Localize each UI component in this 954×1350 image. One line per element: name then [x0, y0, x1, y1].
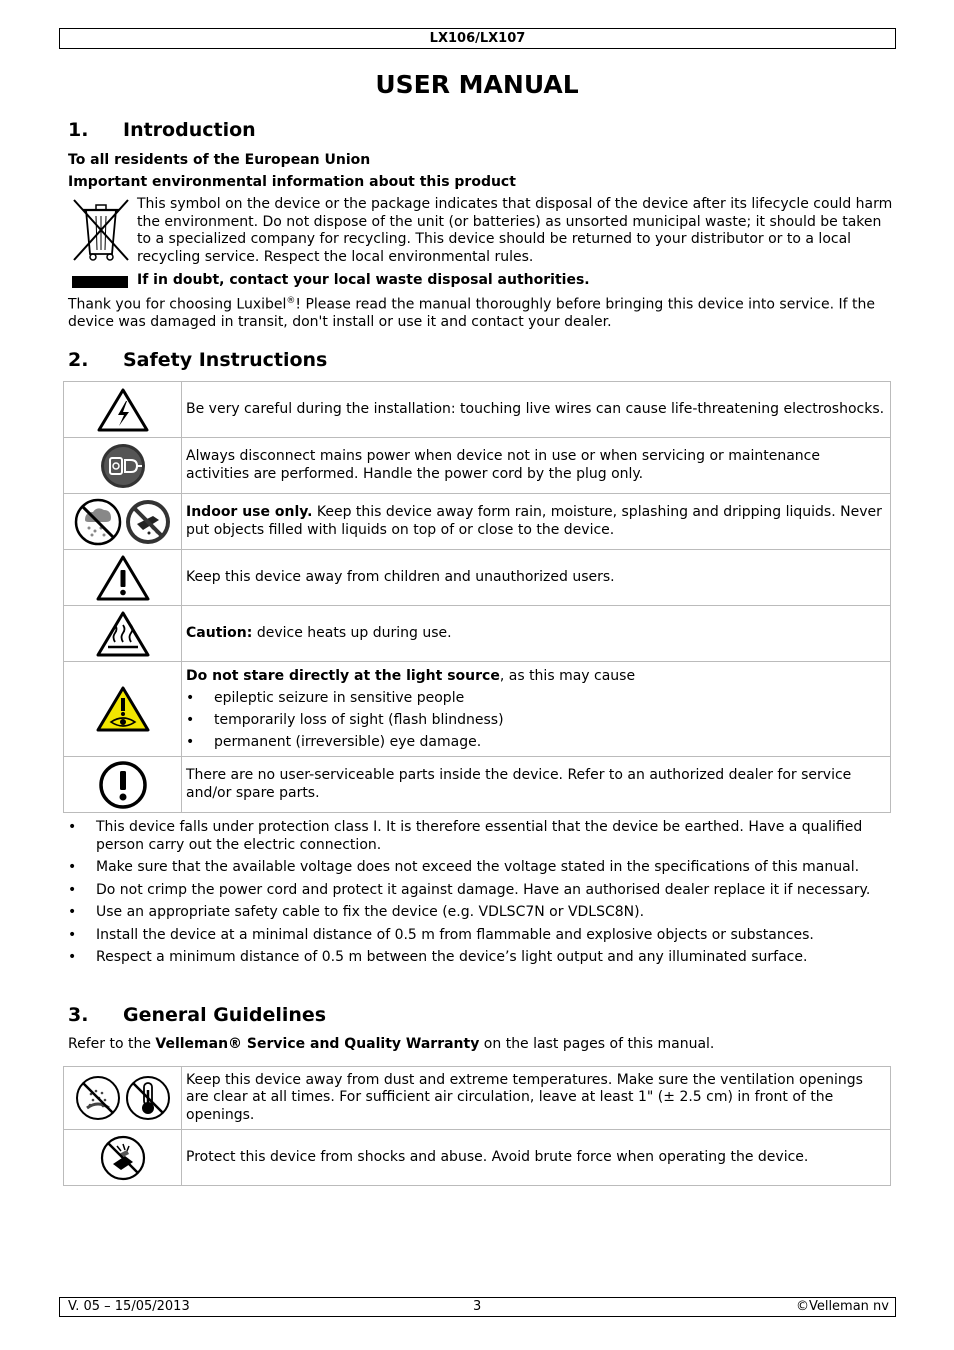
text-cell: Keep this device away from children and unauthorized users.: [182, 550, 891, 606]
waste-authorities-line: If in doubt, contact your local waste disposal authorities.: [137, 272, 590, 288]
icon-cell: [64, 382, 182, 438]
icon-cell: [64, 1130, 182, 1186]
list-item: • temporarily loss of sight (flash blindness): [186, 709, 886, 731]
section-number: 1.: [68, 119, 89, 141]
light-source-warning-icon: [95, 701, 151, 717]
section-title: Introduction: [123, 119, 256, 141]
safety-bullet-list: [68, 819, 893, 972]
text-cell: Protect this device from shocks and abuse. Avoid brute force when operating the device.: [182, 1130, 891, 1186]
warranty-reference-line: Refer to the Velleman® Service and Quality Warranty on the last pages of this manual.: [68, 1036, 715, 1052]
text-cell: Indoor use only. Keep this device away form rain, moisture, splashing and dripping liquids. Never put objects filled with liquids on top of or close to the device.: [182, 494, 891, 550]
document-title: USER MANUAL: [375, 70, 579, 99]
table-row: [64, 1067, 891, 1130]
table-row: [64, 662, 891, 757]
text-cell: Keep this device away from dust and extreme temperatures. Make sure the ventilation openings are clear at all times. For sufficient air circulation, leave at least 1" (± 2.5 cm) in front of the openings.: [182, 1067, 891, 1130]
version-date: V. 05 – 15/05/2013: [68, 1299, 190, 1314]
icon-cell: [64, 662, 182, 757]
section-title: Safety Instructions: [123, 349, 328, 371]
copyright: ©Velleman nv: [795, 1299, 889, 1314]
icon-cell: [64, 1067, 182, 1130]
weee-black-bar: [72, 276, 128, 288]
hot-surface-warning-icon: [95, 626, 151, 642]
icon-cell: [64, 494, 182, 550]
icon-cell: [64, 550, 182, 606]
list-item: • Respect a minimum distance of 0.5 m between the device’s light output and any illuminated surface.: [68, 949, 893, 967]
environmental-info-line: Important environmental information about this product: [68, 174, 516, 190]
table-row: [64, 382, 891, 438]
safety-instructions-table: [63, 381, 891, 813]
crossed-out-bin-icon: [68, 196, 134, 264]
list-item: • Install the device at a minimal distance of 0.5 m from flammable and explosive objects or substances.: [68, 927, 893, 945]
icon-cell: [64, 606, 182, 662]
thank-you-paragraph: Thank you for choosing Luxibel®! Please read the manual thoroughly before bringing this device into service. If the device was damaged in transit, don't install or use it and contact your dealer.: [68, 296, 875, 331]
no-shocks-icon: [99, 1150, 147, 1166]
list-item: • Do not crimp the power cord and protect it against damage. Have an authorised dealer replace it if necessary.: [68, 882, 893, 900]
icon-cell: [64, 438, 182, 494]
text-cell: Caution: device heats up during use.: [182, 606, 891, 662]
table-row: [64, 757, 891, 813]
list-item: • Use an appropriate safety cable to fix the device (e.g. VDLSC7N or VDLSC8N).: [68, 904, 893, 922]
icon-cell: [64, 757, 182, 813]
section-title: General Guidelines: [123, 1004, 327, 1026]
weee-disposal-text: This symbol on the device or the package indicates that disposal of the device after its lifecycle could harm the environment. Do not dispose of the unit (or batteries) as unsorted municipal waste; it should be taken to a specialized company for recycling. This device should be returned to your distributor or to a local recycling service. Respect the local environmental rules.: [137, 196, 893, 265]
list-item: • epileptic seizure in sensitive people: [186, 687, 886, 709]
page-footer: [59, 1297, 896, 1317]
table-row: [64, 606, 891, 662]
section-number: 3.: [68, 1004, 89, 1026]
page-header: LX106/LX107: [59, 28, 896, 49]
eu-residents-line: To all residents of the European Union: [68, 152, 371, 168]
section-heading-introduction: [68, 118, 256, 142]
light-hazard-list: [186, 687, 886, 753]
section-heading-general-guidelines: [68, 1003, 326, 1027]
text-cell: There are no user-serviceable parts inside the device. Refer to an authorized dealer for service and/or spare parts.: [182, 757, 891, 813]
electric-shock-warning-icon: [96, 402, 150, 418]
section-number: 2.: [68, 349, 89, 371]
disconnect-mains-icon: [99, 458, 147, 474]
general-warning-icon: [95, 570, 151, 586]
section-heading-safety: [68, 348, 327, 372]
page-number: 3: [473, 1299, 482, 1314]
text-cell: Always disconnect mains power when device not in use or when servicing or maintenance activities are performed. Handle the power cord by the plug only.: [182, 438, 891, 494]
no-dust-no-extreme-temperature-icon: [73, 1090, 173, 1106]
no-rain-no-liquids-icon: [73, 514, 173, 530]
text-cell: Be very careful during the installation: touching live wires can cause life-threatening electroshocks.: [182, 382, 891, 438]
text-cell: Do not stare directly at the light source, as this may cause • epileptic seizure in sensitive people • temporarily loss of sight (flash blindness) • permanent (irreversible) eye damage.: [182, 662, 891, 757]
table-row: [64, 550, 891, 606]
list-item: • This device falls under protection class I. It is therefore essential that the device be earthed. Have a qualified person carry out the electric connection.: [68, 819, 893, 854]
table-row: [64, 1130, 891, 1186]
list-item: • permanent (irreversible) eye damage.: [186, 731, 886, 753]
table-row: [64, 494, 891, 550]
general-guidelines-table: [63, 1066, 891, 1186]
list-item: • Make sure that the available voltage does not exceed the voltage stated in the specifications of this manual.: [68, 859, 893, 877]
exclamation-circle-icon: [98, 777, 148, 793]
table-row: [64, 438, 891, 494]
